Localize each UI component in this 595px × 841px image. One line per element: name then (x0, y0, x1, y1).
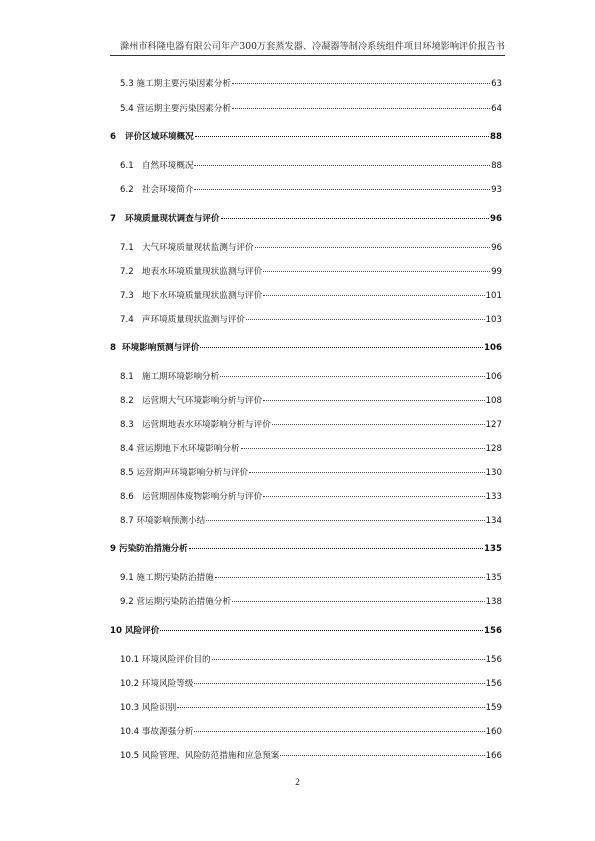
toc-entry-page: 134 (485, 516, 502, 526)
dot-leader (241, 448, 485, 449)
toc-entry-number: 10.5 (120, 751, 142, 761)
toc-entry-title: 风险评价 (124, 626, 160, 636)
toc-entry-number: 8.7 (120, 516, 137, 526)
toc-entry-number: 8.1 (120, 372, 142, 382)
toc-section-entry[interactable] (120, 726, 502, 738)
toc-entry-title: 环境风险评价目的 (141, 655, 211, 665)
toc-entry-number: 8 (110, 343, 122, 353)
toc-entry-number: 9.1 (120, 573, 137, 583)
dot-leader (232, 108, 490, 109)
toc-entry-number: 8.4 (120, 444, 137, 454)
toc-chapter-entry[interactable] (110, 213, 502, 225)
toc-entry-number: 9.2 (120, 597, 137, 607)
page-number: 2 (295, 777, 300, 787)
dot-leader (255, 247, 490, 248)
toc-entry-page: 130 (485, 468, 502, 478)
toc-section-entry[interactable] (120, 702, 502, 714)
toc-section-entry[interactable] (120, 419, 502, 431)
toc-entry-page: 135 (484, 544, 502, 554)
toc-section-entry[interactable] (120, 184, 502, 196)
toc-entry-number: 8.3 (120, 420, 142, 430)
toc-entry-number: 6 (110, 132, 125, 142)
dot-leader (177, 707, 484, 708)
dot-leader (263, 400, 484, 401)
toc-section-entry[interactable] (120, 395, 502, 407)
dot-leader (232, 601, 485, 602)
toc-entry-title: 施工期污染防治措施 (136, 573, 214, 583)
dot-leader (263, 295, 484, 296)
dot-leader (272, 424, 485, 425)
toc-entry-title: 运营期声环境影响分析与评价 (136, 468, 249, 478)
toc-entry-title: 营运期主要污染因素分析 (136, 104, 231, 114)
toc-entry-number: 10.4 (120, 727, 142, 737)
toc-section-entry[interactable] (120, 515, 502, 527)
toc-entry-number: 10.3 (120, 703, 142, 713)
toc-entry-title: 事故源强分析 (141, 727, 194, 737)
toc-entry-page: 99 (491, 267, 502, 277)
toc-chapter-entry[interactable] (110, 131, 502, 143)
toc-entry-page: 63 (491, 79, 502, 89)
toc-entry-title: 评价区域环境概况 (124, 132, 194, 142)
toc-entry-title: 运营期大气环境影响分析与评价 (141, 396, 263, 406)
running-header: 滁州市科隆电器有限公司年产300万套蒸发器、冷凝器等制冷系统组件项目环境影响评价报告书 (110, 38, 505, 56)
toc-entry-page: 138 (485, 597, 502, 607)
toc-section-entry[interactable] (120, 242, 502, 254)
toc-entry-title: 环境质量现状调查与评价 (124, 214, 220, 224)
toc-entry-page: 156 (484, 626, 502, 636)
toc-entry-number: 7.4 (120, 315, 142, 325)
toc-entry-page: 156 (485, 679, 502, 689)
dot-leader (280, 755, 484, 756)
toc-section-entry[interactable] (120, 750, 502, 762)
toc-entry-title: 大气环境质量现状监测与评价 (141, 243, 254, 253)
toc-section-entry[interactable] (120, 654, 502, 666)
toc-entry-title: 自然环境概况 (141, 161, 194, 171)
toc-entry-title: 风险识别 (141, 703, 177, 713)
toc-entry-page: 96 (490, 214, 502, 224)
toc-section-entry[interactable] (120, 596, 502, 608)
toc-entry-page: 160 (485, 727, 502, 737)
dot-leader (194, 731, 484, 732)
toc-entry-number: 8.2 (120, 396, 142, 406)
dot-leader (200, 347, 483, 348)
toc-entry-number: 10 (110, 626, 125, 636)
toc-section-entry[interactable] (120, 314, 502, 326)
toc-section-entry[interactable] (120, 467, 502, 479)
dot-leader (246, 319, 485, 320)
toc-entry-page: 96 (491, 243, 502, 253)
toc-entry-title: 环境风险等级 (141, 679, 194, 689)
toc-entry-page: 93 (491, 185, 502, 195)
toc-entry-title: 地下水环境质量现状监测与评价 (141, 291, 263, 301)
toc-chapter-entry[interactable] (110, 625, 502, 637)
toc-entry-number: 7.3 (120, 291, 142, 301)
toc-entry-page: 156 (485, 655, 502, 665)
toc-entry-page: 133 (485, 492, 502, 502)
toc-section-entry[interactable] (120, 491, 502, 503)
toc-section-entry[interactable] (120, 443, 502, 455)
toc-entry-page: 166 (485, 751, 502, 761)
toc-section-entry[interactable] (120, 290, 502, 302)
toc-section-entry[interactable] (120, 266, 502, 278)
toc-entry-title: 风险管理、风险防范措施和应急预案 (141, 751, 280, 761)
toc-entry-number: 7 (110, 214, 125, 224)
toc-entry-title: 施工期环境影响分析 (141, 372, 220, 382)
toc-entry-page: 135 (485, 573, 502, 583)
dot-leader (194, 165, 490, 166)
toc-entry-title: 污染防治措施分析 (118, 544, 188, 554)
toc-entry-title: 营运期地下水环境影响分析 (136, 444, 240, 454)
toc-entry-page: 106 (485, 372, 502, 382)
toc-entry-number: 5.3 (120, 79, 137, 89)
toc-entry-number: 10.1 (120, 655, 142, 665)
toc-section-entry[interactable] (120, 103, 502, 115)
toc-entry-title: 施工期主要污染因素分析 (136, 79, 231, 89)
toc-section-entry[interactable] (120, 78, 502, 90)
dot-leader (194, 189, 490, 190)
toc-entry-page: 101 (485, 291, 502, 301)
toc-entry-page: 128 (485, 444, 502, 454)
toc-section-entry[interactable] (120, 678, 502, 690)
toc-entry-number: 8.6 (120, 492, 142, 502)
toc-entry-title: 社会环境简介 (141, 185, 194, 195)
dot-leader (221, 218, 490, 219)
toc-entry-page: 64 (491, 104, 502, 114)
toc-entry-number: 6.2 (120, 185, 142, 195)
toc-entry-page: 108 (485, 396, 502, 406)
dot-leader (263, 496, 484, 497)
toc-entry-title: 营运期污染防治措施分析 (136, 597, 231, 607)
dot-leader (195, 136, 489, 137)
toc-section-entry[interactable] (120, 371, 502, 383)
toc-entry-title: 运营期固体废物影响分析与评价 (141, 492, 263, 502)
toc-entry-title: 地表水环境质量现状监测与评价 (141, 267, 263, 277)
toc-entry-number: 10.2 (120, 679, 142, 689)
toc-entry-page: 88 (490, 132, 502, 142)
dot-leader (160, 630, 483, 631)
toc-entry-title: 声环境质量现状监测与评价 (141, 315, 246, 325)
toc-entry-page: 106 (484, 343, 502, 353)
dot-leader (189, 548, 483, 549)
dot-leader (206, 520, 484, 521)
toc-section-entry[interactable] (120, 160, 502, 172)
dot-leader (215, 577, 485, 578)
toc-entry-page: 127 (485, 420, 502, 430)
dot-leader (249, 472, 484, 473)
toc-entry-number: 9 (110, 544, 119, 554)
toc-chapter-entry[interactable] (110, 342, 502, 354)
dot-leader (194, 683, 484, 684)
toc-entry-number: 5.4 (120, 104, 137, 114)
toc-entry-number: 8.5 (120, 468, 137, 478)
dot-leader (220, 376, 484, 377)
toc-entry-page: 103 (485, 315, 502, 325)
dot-leader (212, 659, 485, 660)
dot-leader (232, 83, 490, 84)
toc-entry-title: 环境影响预测小结 (136, 516, 206, 526)
toc-entry-title: 运营期地表水环境影响分析与评价 (141, 420, 271, 430)
toc-section-entry[interactable] (120, 572, 502, 584)
dot-leader (263, 271, 490, 272)
toc-entry-number: 7.2 (120, 267, 142, 277)
toc-entry-page: 88 (491, 161, 502, 171)
toc-entry-page: 159 (485, 703, 502, 713)
toc-entry-number: 7.1 (120, 243, 142, 253)
toc-entry-number: 6.1 (120, 161, 142, 171)
toc-entry-title: 环境影响预测与评价 (121, 343, 200, 353)
toc-chapter-entry[interactable] (110, 543, 502, 555)
